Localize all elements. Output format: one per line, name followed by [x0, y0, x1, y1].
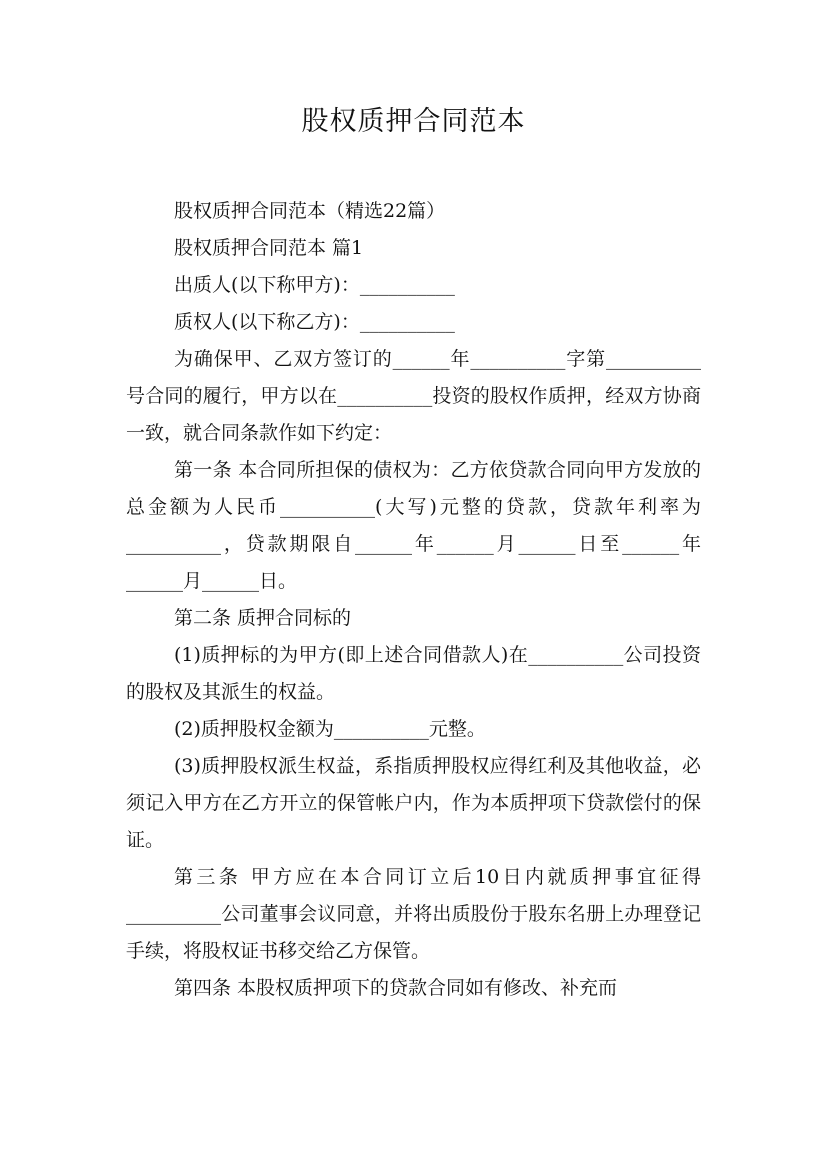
- paragraph-article-3: 第三条 甲方应在本合同订立后10日内就质押事宜征得__________公司董事会议同意，并将出质股份于股东名册上办理登记手续，将股权证书移交给乙方保管。: [126, 866, 701, 962]
- paragraph-article-1: 第一条 本合同所担保的债权为：乙方依贷款合同向甲方发放的总金额为人民币__________(大写)元整的贷款，贷款年利率为__________，贷款期限自______年______月______日至______年______月______日。: [126, 459, 701, 592]
- paragraph-article-2-item-1: (1)质押标的为甲方(即上述合同借款人)在__________公司投资的股权及其派生的权益。: [126, 644, 701, 703]
- paragraph-article-2-heading: 第二条 质押合同标的: [174, 607, 352, 629]
- paragraph-preamble: 为确保甲、乙双方签订的______年__________字第__________号合同的履行，甲方以在__________投资的股权作质押，经双方协商一致，就合同条款作如下约定：: [126, 348, 701, 444]
- paragraph-article-2-item-3: (3)质押股权派生权益，系指质押股权应得红利及其他收益，必须记入甲方在乙方开立的保管帐户内，作为本质押项下贷款偿付的保证。: [126, 755, 701, 851]
- paragraph-subtitle: 股权质押合同范本（精选22篇）: [174, 200, 446, 222]
- paragraph-section-heading: 股权质押合同范本 篇1: [174, 237, 364, 259]
- paragraph-article-2-item-2: (2)质押股权金额为__________元整。: [174, 718, 486, 740]
- paragraph-article-4: 第四条 本股权质押项下的贷款合同如有修改、补充而: [174, 977, 618, 999]
- document-body: [126, 193, 701, 1007]
- paragraph-pledgor: 出质人(以下称甲方)：__________: [174, 274, 455, 296]
- paragraph-pledgee: 质权人(以下称乙方)：__________: [174, 311, 455, 333]
- document-title: 股权质押合同范本: [301, 106, 526, 137]
